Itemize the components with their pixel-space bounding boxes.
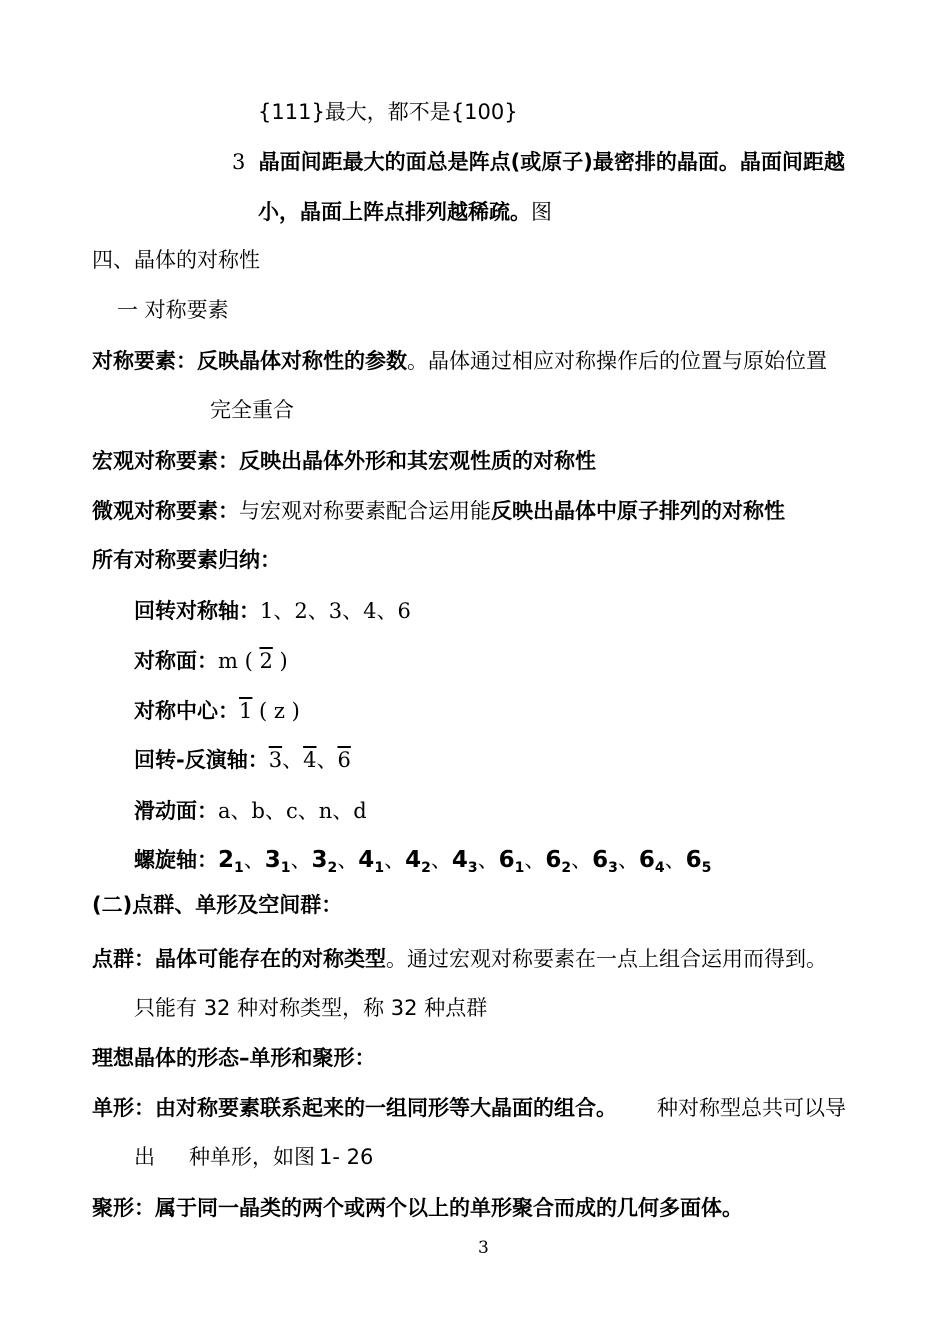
number-32: 32 — [390, 996, 418, 1020]
term-definition: 对称要素：反映晶体对称性的参数 — [92, 349, 407, 373]
screw-axis — [405, 847, 431, 876]
screw-axis-subscript: 1 — [374, 860, 385, 876]
ideal-crystal-form-heading: 理想晶体的形态–单形和聚形： — [92, 1046, 376, 1070]
screw-axis-order: 4 — [358, 847, 375, 873]
label: 回转-反演轴： — [134, 748, 269, 772]
screw-axis-subscript: 2 — [327, 860, 338, 876]
definition: 单形：由对称要素联系起来的一组同形等大晶面的组合。 — [92, 1096, 617, 1120]
glide-plane-row — [134, 797, 367, 825]
screw-axis-order: 6 — [592, 847, 609, 873]
separator: 、 — [243, 848, 265, 872]
text: 种对称型总共可以导 — [657, 1096, 846, 1120]
screw-axis-subscript: 2 — [421, 860, 431, 876]
value-suffix: ) — [272, 649, 288, 673]
continued-line-1 — [258, 98, 518, 126]
miller-100: {100} — [450, 100, 518, 124]
separator: 、 — [477, 848, 499, 872]
separator: 、 — [384, 848, 406, 872]
text: 种对称类型，称 — [230, 996, 391, 1020]
screw-axis-subscript: 2 — [561, 860, 572, 876]
text: 最大，都不是 — [324, 100, 451, 124]
text: 只能有 — [134, 996, 204, 1020]
item-text: 晶面间距最大的面总是阵点(或原子)最密排的晶面。晶面间距越 — [258, 150, 845, 174]
value-3-bar: 3 — [268, 748, 283, 772]
screw-axis-order: 2 — [218, 847, 235, 873]
definition-continued: 完全重合 — [210, 398, 294, 422]
screw-axis — [685, 847, 712, 876]
separator: 、 — [290, 848, 312, 872]
text: 种点群 — [417, 996, 488, 1020]
combined-form-definition: 聚形：属于同一晶类的两个或两个以上的单形聚合而成的几何多面体。 — [92, 1196, 743, 1220]
value: a、b、c、n、d — [218, 799, 367, 823]
text: 出 — [134, 1145, 155, 1169]
text: 种单形，如图 — [189, 1145, 315, 1169]
separator: 、 — [430, 848, 452, 872]
screw-axis-subscript: 1 — [234, 860, 244, 876]
screw-axis-order: 4 — [405, 847, 422, 873]
value-suffix: ( z ) — [252, 699, 300, 723]
label: 螺旋轴： — [134, 848, 218, 872]
value-prefix: m ( — [218, 649, 260, 673]
screw-axis — [264, 847, 291, 876]
item-3-continued — [258, 198, 552, 226]
mirror-plane-row — [134, 647, 288, 675]
term: 微观对称要素： — [92, 499, 239, 523]
simple-form-continued — [134, 1143, 373, 1171]
separator: 、 — [337, 848, 359, 872]
screw-axis-order: 4 — [451, 847, 468, 873]
screw-axis-subscript: 3 — [608, 860, 618, 876]
explanation: 。晶体通过相应对称操作后的位置与原始位置 — [407, 349, 827, 373]
screw-axis — [498, 847, 525, 876]
point-group-definition — [92, 945, 827, 973]
value-6-bar: 6 — [337, 748, 351, 772]
screw-axis-subscript: 1 — [280, 860, 291, 876]
section-heading-2: (二)点群、单形及空间群： — [92, 893, 343, 917]
screw-axis-subscript: 4 — [654, 860, 665, 876]
explanation: 。通过宏观对称要素在一点上组合运用而得到。 — [386, 947, 827, 971]
summary-heading: 所有对称要素归纳： — [92, 548, 281, 572]
item-number: 3 — [232, 150, 246, 174]
screw-axis — [451, 847, 478, 876]
label: 滑动面： — [134, 799, 218, 823]
text-bold: 反映出晶体中原子排列的对称性 — [491, 499, 785, 523]
screw-axis-subscript: 3 — [467, 860, 478, 876]
text: 小，晶面上阵点排列越稀疏。 — [258, 200, 531, 224]
screw-axis-order: 3 — [311, 847, 328, 873]
figure-number: 1- 26 — [319, 1145, 374, 1169]
value-4-bar: 4 — [303, 748, 317, 772]
separator: 、 — [571, 848, 593, 872]
screw-axis — [358, 847, 385, 876]
screw-axis-list — [218, 847, 712, 876]
number-32: 32 — [203, 996, 231, 1020]
rotation-axis-row — [134, 597, 411, 625]
value-overbar: 1 — [239, 699, 253, 723]
separator: 、 — [282, 748, 304, 772]
text: 与宏观对称要素配合运用能 — [239, 499, 491, 523]
micro-symmetry-definition — [92, 497, 785, 525]
screw-axis — [311, 847, 338, 876]
screw-axis-order: 6 — [685, 847, 702, 873]
label: 对称面： — [134, 649, 218, 673]
page-number: 3 — [478, 1238, 489, 1258]
value-overbar: 2 — [259, 649, 273, 673]
term-definition: 点群：晶体可能存在的对称类型 — [92, 947, 386, 971]
value: 1、2、3、4、6 — [260, 599, 411, 623]
screw-axis-order: 6 — [545, 847, 562, 873]
screw-axis-order: 3 — [264, 847, 281, 873]
symmetry-element-definition — [92, 347, 827, 375]
subsection-heading-1: 一 对称要素 — [117, 298, 229, 322]
section-heading-4: 四、晶体的对称性 — [92, 248, 260, 272]
label: 回转对称轴： — [134, 599, 260, 623]
label: 对称中心： — [134, 699, 239, 723]
simple-form-definition — [92, 1094, 846, 1122]
screw-axis-subscript: 5 — [701, 860, 712, 876]
figure-ref: 图 — [531, 200, 552, 224]
inversion-center-row — [134, 697, 300, 725]
screw-axis — [592, 847, 618, 876]
screw-axis-subscript: 1 — [514, 860, 525, 876]
screw-axis — [545, 847, 572, 876]
item-3 — [232, 148, 845, 176]
point-group-count — [134, 994, 487, 1022]
screw-axis-order: 6 — [638, 847, 655, 873]
separator: 、 — [617, 848, 639, 872]
screw-axis-order: 6 — [498, 847, 515, 873]
screw-axis — [218, 847, 244, 876]
rotoinversion-axis-row — [134, 746, 351, 774]
miller-111: {111} — [258, 100, 325, 124]
separator: 、 — [524, 848, 546, 872]
macro-symmetry-definition: 宏观对称要素：反映出晶体外形和其宏观性质的对称性 — [92, 449, 596, 473]
separator: 、 — [316, 748, 338, 772]
screw-axis — [638, 847, 665, 876]
separator: 、 — [664, 848, 686, 872]
screw-axis-row — [134, 846, 711, 882]
